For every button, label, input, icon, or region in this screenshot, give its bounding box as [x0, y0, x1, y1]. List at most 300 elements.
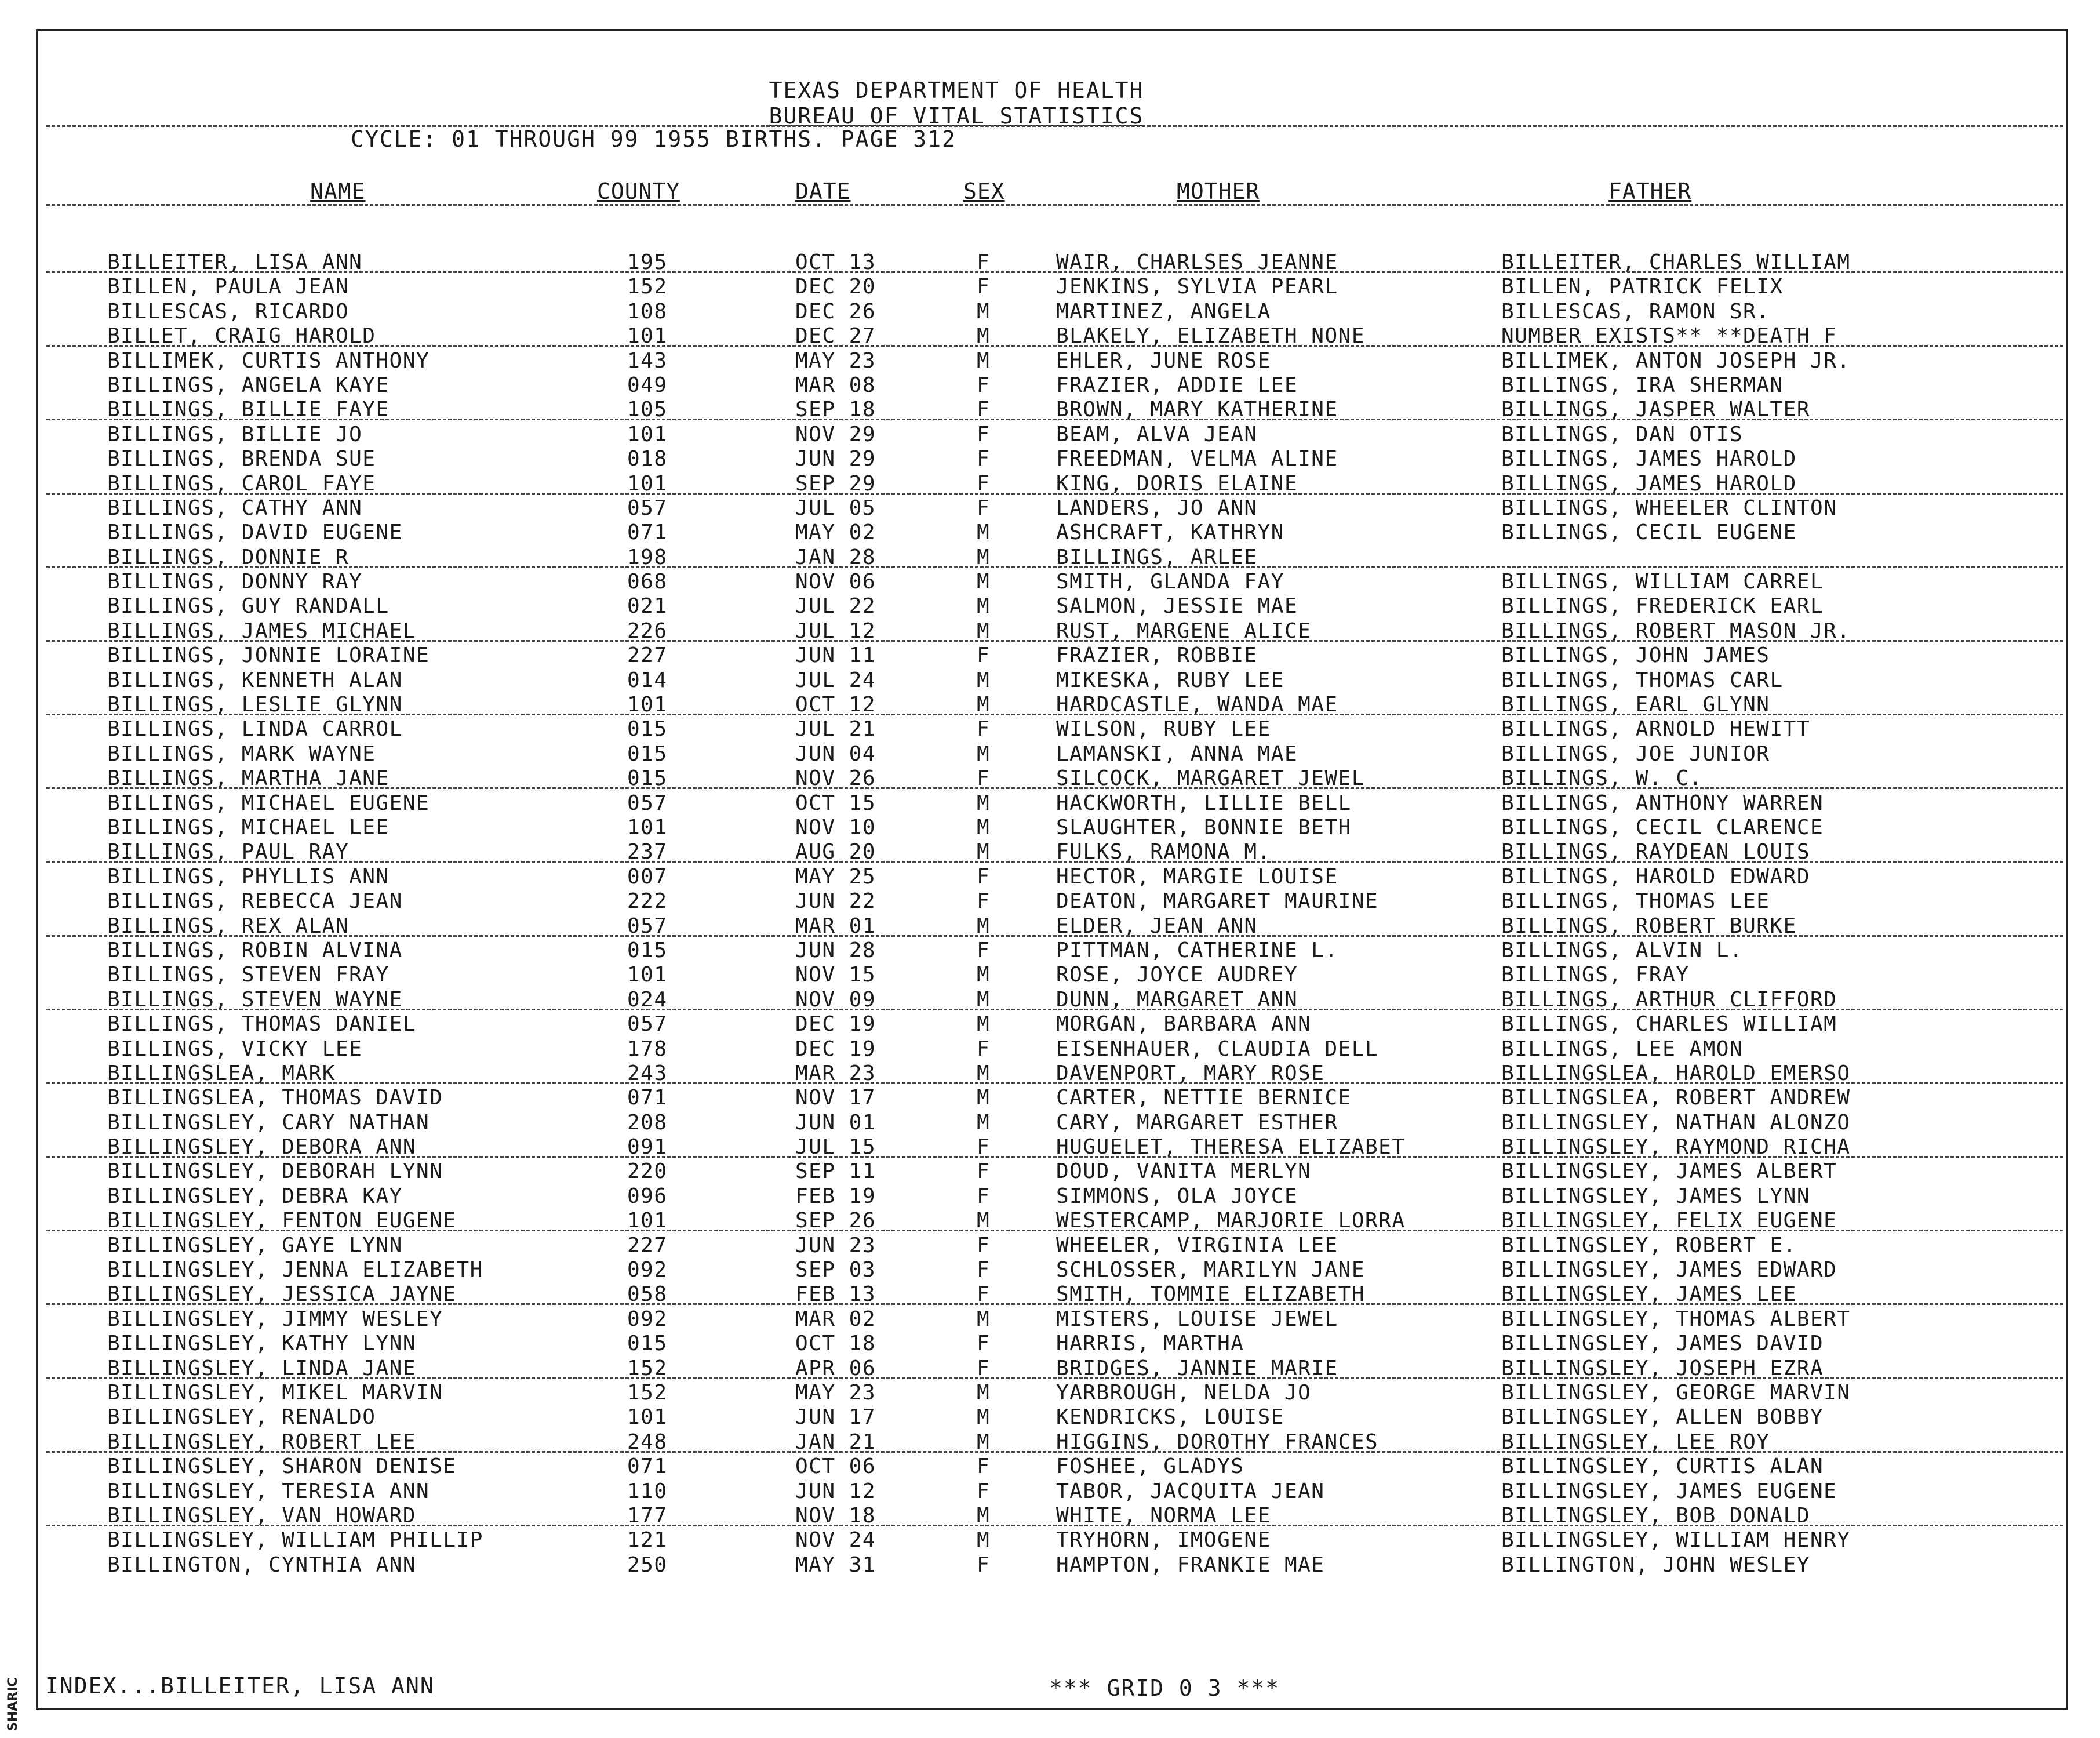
record-father: BILLINGS, IRA SHERMAN — [1501, 373, 1784, 397]
record-date: SEP 29 — [795, 471, 876, 496]
record-sex: M — [977, 1307, 991, 1331]
table-row — [0, 1332, 2100, 1356]
agency-title: TEXAS DEPARTMENT OF HEALTH — [769, 78, 1144, 103]
record-county: 222 — [627, 889, 668, 914]
record-county: 092 — [627, 1307, 668, 1331]
table-row — [0, 1135, 2100, 1159]
record-county: 105 — [627, 398, 668, 422]
record-date: OCT 13 — [795, 250, 876, 274]
record-name: BILLINGS, DAVID EUGENE — [107, 521, 403, 545]
record-county: 015 — [627, 766, 668, 791]
record-father: BILLINGSLEY, JOSEPH EZRA — [1501, 1356, 1824, 1380]
record-mother: SCHLOSSER, MARILYN JANE — [1056, 1258, 1365, 1282]
record-father: BILLINGSLEY, JAMES ALBERT — [1501, 1159, 1837, 1184]
record-mother: RUST, MARGENE ALICE — [1056, 619, 1312, 643]
record-mother: DAVENPORT, MARY ROSE — [1056, 1061, 1325, 1085]
record-name: BILLINGSLEY, CARY NATHAN — [107, 1110, 430, 1135]
record-sex: M — [977, 1012, 991, 1037]
record-father: BILLINGS, JOE JUNIOR — [1501, 741, 1770, 766]
record-name: BILLINGS, STEVEN FRAY — [107, 963, 390, 987]
record-date: JAN 28 — [795, 545, 876, 569]
record-father: BILLINGSLEY, CURTIS ALAN — [1501, 1455, 1824, 1479]
record-father: BILLESCAS, RAMON SR. — [1501, 299, 1770, 323]
record-name: BILLINGSLEY, TERESIA ANN — [107, 1479, 430, 1503]
record-father: BILLINGSLEY, BOB DONALD — [1501, 1503, 1810, 1528]
table-row — [0, 250, 2100, 275]
record-mother: HECTOR, MARGIE LOUISE — [1056, 864, 1338, 889]
table-row — [0, 668, 2100, 693]
record-sex: F — [977, 1184, 991, 1208]
record-date: DEC 19 — [795, 1012, 876, 1037]
record-sex: F — [977, 1552, 991, 1577]
table-row — [0, 594, 2100, 619]
record-father: BILLINGS, DAN OTIS — [1501, 422, 1744, 446]
record-county: 071 — [627, 1086, 668, 1110]
table-row — [0, 373, 2100, 398]
record-father: BILLINGS, JAMES HAROLD — [1501, 471, 1797, 496]
table-row — [0, 693, 2100, 717]
record-name: BILLINGS, VICKY LEE — [107, 1037, 363, 1061]
record-mother: DEATON, MARGARET MAURINE — [1056, 889, 1379, 914]
record-county: 121 — [627, 1528, 668, 1552]
table-row — [0, 1553, 2100, 1577]
record-date: JUN 12 — [795, 1479, 876, 1503]
record-name: BILLINGS, MICHAEL EUGENE — [107, 791, 430, 815]
column-header-county: COUNTY — [597, 179, 680, 204]
record-father: BILLINGSLEY, JAMES EDWARD — [1501, 1258, 1837, 1282]
table-row — [0, 1307, 2100, 1332]
record-name: BILLINGS, ANGELA KAYE — [107, 373, 390, 397]
record-county: 024 — [627, 987, 668, 1012]
record-father: BILLINGS, LEE AMON — [1501, 1037, 1744, 1061]
record-name: BILLINGS, GUY RANDALL — [107, 594, 390, 619]
record-mother: BILLINGS, ARLEE — [1056, 545, 1258, 569]
record-name: BILLINGS, JONNIE LORAINE — [107, 643, 430, 668]
table-row — [0, 1504, 2100, 1528]
record-father: BILLINGSLEY, NATHAN ALONZO — [1501, 1110, 1851, 1135]
record-mother: ELDER, JEAN ANN — [1056, 914, 1258, 938]
record-mother: BRIDGES, JANNIE MARIE — [1056, 1356, 1338, 1380]
record-mother: SIMMONS, OLA JOYCE — [1056, 1184, 1298, 1208]
table-row — [0, 1528, 2100, 1552]
record-county: 018 — [627, 447, 668, 471]
record-name: BILLINGSLEY, FENTON EUGENE — [107, 1209, 457, 1233]
record-county: 071 — [627, 1455, 668, 1479]
record-date: JAN 21 — [795, 1430, 876, 1454]
record-name: BILLINGS, CAROL FAYE — [107, 471, 376, 496]
birth-records-table — [0, 250, 2100, 1577]
record-name: BILLEITER, LISA ANN — [107, 250, 363, 274]
record-county: 068 — [627, 570, 668, 594]
record-sex: F — [977, 1258, 991, 1282]
record-name: BILLINGSLEY, SHARON DENISE — [107, 1455, 457, 1479]
record-sex: M — [977, 619, 991, 643]
record-name: BILLINGSLEY, DEBORA ANN — [107, 1135, 416, 1159]
record-county: 015 — [627, 938, 668, 962]
record-mother: HAMPTON, FRANKIE MAE — [1056, 1552, 1325, 1577]
record-date: AUG 20 — [795, 840, 876, 864]
record-name: BILLINGS, LINDA CARROL — [107, 717, 403, 741]
record-date: SEP 18 — [795, 398, 876, 422]
record-county: 101 — [627, 1209, 668, 1233]
record-date: JUN 17 — [795, 1405, 876, 1430]
record-date: MAY 23 — [795, 348, 876, 373]
record-county: 071 — [627, 521, 668, 545]
record-father: BILLINGS, ANTHONY WARREN — [1501, 791, 1824, 815]
record-county: 195 — [627, 250, 668, 274]
column-header-sex: SEX — [963, 179, 1005, 204]
record-county: 007 — [627, 864, 668, 889]
record-mother: TABOR, JACQUITA JEAN — [1056, 1479, 1325, 1503]
record-date: JUL 15 — [795, 1135, 876, 1159]
record-date: DEC 19 — [795, 1037, 876, 1061]
record-date: MAY 23 — [795, 1380, 876, 1405]
record-father: BILLINGS, W. C. — [1501, 766, 1703, 791]
record-father: BILLINGS, ARTHUR CLIFFORD — [1501, 987, 1837, 1012]
record-father: BILLINGS, CECIL EUGENE — [1501, 521, 1797, 545]
record-county: 143 — [627, 348, 668, 373]
record-date: FEB 19 — [795, 1184, 876, 1208]
record-date: JUL 24 — [795, 668, 876, 692]
record-mother: TRYHORN, IMOGENE — [1056, 1528, 1271, 1552]
record-mother: HACKWORTH, LILLIE BELL — [1056, 791, 1352, 815]
record-sex: F — [977, 1356, 991, 1380]
record-name: BILLINGS, LESLIE GLYNN — [107, 693, 403, 717]
record-sex: M — [977, 668, 991, 692]
record-mother: WHITE, NORMA LEE — [1056, 1503, 1271, 1528]
record-sex: F — [977, 1332, 991, 1356]
record-name: BILLINGS, PHYLLIS ANN — [107, 864, 390, 889]
table-row — [0, 1061, 2100, 1086]
record-county: 096 — [627, 1184, 668, 1208]
record-mother: KING, DORIS ELAINE — [1056, 471, 1298, 496]
table-row — [0, 643, 2100, 668]
record-sex: F — [977, 398, 991, 422]
table-row — [0, 447, 2100, 471]
column-header-mother: MOTHER — [1177, 179, 1260, 204]
table-row — [0, 300, 2100, 324]
table-row — [0, 1357, 2100, 1381]
record-father: BILLINGSLEY, JAMES LYNN — [1501, 1184, 1810, 1208]
record-date: DEC 20 — [795, 275, 876, 299]
record-date: NOV 29 — [795, 422, 876, 446]
record-county: 057 — [627, 791, 668, 815]
record-date: JUN 28 — [795, 938, 876, 962]
record-mother: CARY, MARGARET ESTHER — [1056, 1110, 1338, 1135]
column-header-name: NAME — [310, 179, 366, 204]
table-row — [0, 1184, 2100, 1209]
record-father: BILLINGS, HAROLD EDWARD — [1501, 864, 1810, 889]
table-row — [0, 742, 2100, 766]
record-mother: WHEELER, VIRGINIA LEE — [1056, 1233, 1338, 1257]
record-mother: LAMANSKI, ANNA MAE — [1056, 741, 1298, 766]
record-sex: M — [977, 1405, 991, 1430]
record-sex: F — [977, 938, 991, 962]
record-name: BILLINGSLEY, KATHY LYNN — [107, 1332, 416, 1356]
record-date: OCT 06 — [795, 1455, 876, 1479]
table-row — [0, 423, 2100, 447]
record-name: BILLINGS, THOMAS DANIEL — [107, 1012, 416, 1037]
record-county: 015 — [627, 717, 668, 741]
table-row — [0, 914, 2100, 939]
table-row — [0, 570, 2100, 594]
record-sex: M — [977, 1086, 991, 1110]
record-mother: BEAM, ALVA JEAN — [1056, 422, 1258, 446]
record-sex: M — [977, 1380, 991, 1405]
record-mother: JENKINS, SYLVIA PEARL — [1056, 275, 1338, 299]
record-mother: SALMON, JESSIE MAE — [1056, 594, 1298, 619]
record-mother: EISENHAUER, CLAUDIA DELL — [1056, 1037, 1379, 1061]
table-row — [0, 619, 2100, 643]
record-father: BILLINGS, ARNOLD HEWITT — [1501, 717, 1810, 741]
record-date: NOV 17 — [795, 1086, 876, 1110]
record-county: 177 — [627, 1503, 668, 1528]
record-father: BILLINGSLEY, WILLIAM HENRY — [1501, 1528, 1851, 1552]
table-row — [0, 1479, 2100, 1504]
table-row — [0, 1012, 2100, 1037]
header-rule — [46, 125, 2063, 127]
column-header-father: FATHER — [1608, 179, 1692, 204]
record-father: BILLINGS, FREDERICK EARL — [1501, 594, 1824, 619]
record-county: 092 — [627, 1258, 668, 1282]
table-row — [0, 521, 2100, 545]
record-father: BILLINGSLEY, GEORGE MARVIN — [1501, 1380, 1851, 1405]
record-mother: MIKESKA, RUBY LEE — [1056, 668, 1284, 692]
record-county: 227 — [627, 1233, 668, 1257]
record-father: BILLINGS, ROBERT BURKE — [1501, 914, 1797, 938]
record-date: JUN 29 — [795, 447, 876, 471]
record-mother: HARRIS, MARTHA — [1056, 1332, 1244, 1356]
record-mother: FULKS, RAMONA M. — [1056, 840, 1271, 864]
record-date: JUN 23 — [795, 1233, 876, 1257]
table-row — [0, 398, 2100, 422]
record-sex: F — [977, 717, 991, 741]
record-name: BILLINGSLEY, JENNA ELIZABETH — [107, 1258, 483, 1282]
record-county: 220 — [627, 1159, 668, 1184]
record-sex: M — [977, 987, 991, 1012]
side-label: SHARIC — [6, 1677, 20, 1732]
table-row — [0, 472, 2100, 496]
record-sex: M — [977, 963, 991, 987]
record-sex: F — [977, 496, 991, 520]
table-row — [0, 1405, 2100, 1430]
table-row — [0, 1234, 2100, 1258]
record-sex: F — [977, 889, 991, 914]
record-name: BILLINGS, STEVEN WAYNE — [107, 987, 403, 1012]
record-date: JUL 05 — [795, 496, 876, 520]
record-county: 015 — [627, 1332, 668, 1356]
record-father: BILLINGS, JASPER WALTER — [1501, 398, 1810, 422]
record-father: BILLINGSLEY, JAMES LEE — [1501, 1282, 1797, 1307]
record-date: SEP 11 — [795, 1159, 876, 1184]
record-sex: F — [977, 1159, 991, 1184]
record-mother: LANDERS, JO ANN — [1056, 496, 1258, 520]
record-mother: HIGGINS, DOROTHY FRANCES — [1056, 1430, 1379, 1454]
record-name: BILLINGSLEY, VAN HOWARD — [107, 1503, 416, 1528]
record-name: BILLINGSLEY, DEBRA KAY — [107, 1184, 403, 1208]
table-row — [0, 1159, 2100, 1184]
table-row — [0, 816, 2100, 840]
record-sex: F — [977, 447, 991, 471]
record-date: SEP 26 — [795, 1209, 876, 1233]
record-father: BILLINGS, CECIL CLARENCE — [1501, 815, 1824, 839]
record-date: NOV 24 — [795, 1528, 876, 1552]
record-county: 101 — [627, 422, 668, 446]
record-name: BILLINGS, PAUL RAY — [107, 840, 350, 864]
record-name: BILLINGS, JAMES MICHAEL — [107, 619, 416, 643]
record-sex: F — [977, 1233, 991, 1257]
record-date: APR 06 — [795, 1356, 876, 1380]
record-county: 101 — [627, 471, 668, 496]
grid-indicator: *** GRID 0 3 *** — [1049, 1675, 1280, 1701]
record-father: BILLINGSLEY, ALLEN BOBBY — [1501, 1405, 1824, 1430]
record-sex: M — [977, 545, 991, 569]
table-row — [0, 988, 2100, 1012]
record-sex: F — [977, 766, 991, 791]
record-county: 101 — [627, 963, 668, 987]
record-father: BILLEITER, CHARLES WILLIAM — [1501, 250, 1851, 274]
table-row — [0, 840, 2100, 864]
record-name: BILLINGS, REX ALAN — [107, 914, 350, 938]
table-row — [0, 939, 2100, 963]
record-name: BILLINGSLEY, DEBORAH LYNN — [107, 1159, 443, 1184]
record-name: BILLINGS, BILLIE FAYE — [107, 398, 390, 422]
record-sex: F — [977, 471, 991, 496]
record-mother: ASHCRAFT, KATHRYN — [1056, 521, 1284, 545]
record-father: BILLINGS, THOMAS CARL — [1501, 668, 1784, 692]
record-sex: M — [977, 914, 991, 938]
column-header-rule — [46, 204, 2063, 206]
record-mother: FREEDMAN, VELMA ALINE — [1056, 447, 1338, 471]
record-county: 152 — [627, 1356, 668, 1380]
record-county: 227 — [627, 643, 668, 668]
record-father: BILLINGSLEY, JAMES EUGENE — [1501, 1479, 1837, 1503]
table-row — [0, 1111, 2100, 1135]
record-county: 208 — [627, 1110, 668, 1135]
record-mother: SILCOCK, MARGARET JEWEL — [1056, 766, 1365, 791]
record-name: BILLINGS, KENNETH ALAN — [107, 668, 403, 692]
record-name: BILLEN, PAULA JEAN — [107, 275, 350, 299]
record-mother: KENDRICKS, LOUISE — [1056, 1405, 1284, 1430]
record-father: BILLINGTON, JOHN WESLEY — [1501, 1552, 1810, 1577]
record-name: BILLINGS, BILLIE JO — [107, 422, 363, 446]
record-sex: M — [977, 815, 991, 839]
record-sex: F — [977, 1455, 991, 1479]
record-date: FEB 13 — [795, 1282, 876, 1307]
table-row — [0, 1381, 2100, 1405]
record-sex: M — [977, 1430, 991, 1454]
record-name: BILLINGSLEY, ROBERT LEE — [107, 1430, 416, 1454]
record-county: 021 — [627, 594, 668, 619]
table-row — [0, 1282, 2100, 1307]
record-mother: PITTMAN, CATHERINE L. — [1056, 938, 1338, 962]
record-date: JUN 01 — [795, 1110, 876, 1135]
record-father: BILLEN, PATRICK FELIX — [1501, 275, 1784, 299]
record-sex: F — [977, 643, 991, 668]
record-mother: EHLER, JUNE ROSE — [1056, 348, 1271, 373]
record-mother: DUNN, MARGARET ANN — [1056, 987, 1298, 1012]
table-row — [0, 889, 2100, 914]
record-father: BILLINGS, WHEELER CLINTON — [1501, 496, 1837, 520]
record-sex: M — [977, 1503, 991, 1528]
record-date: OCT 18 — [795, 1332, 876, 1356]
record-sex: M — [977, 324, 991, 348]
record-mother: FRAZIER, ROBBIE — [1056, 643, 1258, 668]
index-line: INDEX...BILLEITER, LISA ANN — [45, 1673, 435, 1699]
record-date: NOV 06 — [795, 570, 876, 594]
record-county: 152 — [627, 1380, 668, 1405]
record-name: BILLINGS, MARK WAYNE — [107, 741, 376, 766]
record-county: 178 — [627, 1037, 668, 1061]
record-mother: MORGAN, BARBARA ANN — [1056, 1012, 1312, 1037]
record-date: OCT 15 — [795, 791, 876, 815]
record-date: MAR 23 — [795, 1061, 876, 1085]
record-date: NOV 18 — [795, 1503, 876, 1528]
cycle-line: CYCLE: 01 THROUGH 99 1955 BIRTHS. PAGE 312 — [351, 126, 956, 152]
record-date: JUL 12 — [795, 619, 876, 643]
record-mother: SLAUGHTER, BONNIE BETH — [1056, 815, 1352, 839]
record-date: JUL 21 — [795, 717, 876, 741]
record-sex: M — [977, 741, 991, 766]
record-father: BILLINGSLEY, JAMES DAVID — [1501, 1332, 1824, 1356]
record-date: NOV 15 — [795, 963, 876, 987]
record-date: JUN 11 — [795, 643, 876, 668]
record-father: BILLINGS, CHARLES WILLIAM — [1501, 1012, 1837, 1037]
record-father: BILLINGS, ALVIN L. — [1501, 938, 1744, 962]
record-sex: F — [977, 1037, 991, 1061]
record-date: NOV 26 — [795, 766, 876, 791]
record-name: BILLINGS, CATHY ANN — [107, 496, 363, 520]
record-name: BILLINGS, MICHAEL LEE — [107, 815, 390, 839]
record-county: 110 — [627, 1479, 668, 1503]
record-date: MAR 02 — [795, 1307, 876, 1331]
table-row — [0, 349, 2100, 373]
table-row — [0, 1037, 2100, 1061]
record-sex: M — [977, 594, 991, 619]
record-date: MAY 31 — [795, 1552, 876, 1577]
record-name: BILLINGS, MARTHA JANE — [107, 766, 390, 791]
record-date: JUN 22 — [795, 889, 876, 914]
record-county: 101 — [627, 1405, 668, 1430]
record-date: DEC 27 — [795, 324, 876, 348]
record-mother: FOSHEE, GLADYS — [1056, 1455, 1244, 1479]
record-county: 049 — [627, 373, 668, 397]
record-father: NUMBER EXISTS** **DEATH F — [1501, 324, 1837, 348]
record-name: BILLINGSLEY, MIKEL MARVIN — [107, 1380, 443, 1405]
record-date: NOV 09 — [795, 987, 876, 1012]
record-father: BILLINGSLEY, LEE ROY — [1501, 1430, 1770, 1454]
record-father: BILLINGSLEY, FELIX EUGENE — [1501, 1209, 1837, 1233]
record-county: 152 — [627, 275, 668, 299]
table-row — [0, 496, 2100, 521]
record-sex: F — [977, 422, 991, 446]
record-name: BILLINGSLEY, JESSICA JAYNE — [107, 1282, 457, 1307]
column-header-date: DATE — [795, 179, 851, 204]
record-mother: HARDCASTLE, WANDA MAE — [1056, 693, 1338, 717]
record-mother: SMITH, GLANDA FAY — [1056, 570, 1284, 594]
record-father: BILLINGSLEA, HAROLD EMERSO — [1501, 1061, 1851, 1085]
record-name: BILLESCAS, RICARDO — [107, 299, 350, 323]
record-mother: BLAKELY, ELIZABETH NONE — [1056, 324, 1365, 348]
table-row — [0, 717, 2100, 741]
record-name: BILLINGSLEA, THOMAS DAVID — [107, 1086, 443, 1110]
record-mother: FRAZIER, ADDIE LEE — [1056, 373, 1298, 397]
record-county: 057 — [627, 914, 668, 938]
table-row — [0, 275, 2100, 299]
record-mother: DOUD, VANITA MERLYN — [1056, 1159, 1312, 1184]
record-county: 091 — [627, 1135, 668, 1159]
record-date: JUL 22 — [795, 594, 876, 619]
